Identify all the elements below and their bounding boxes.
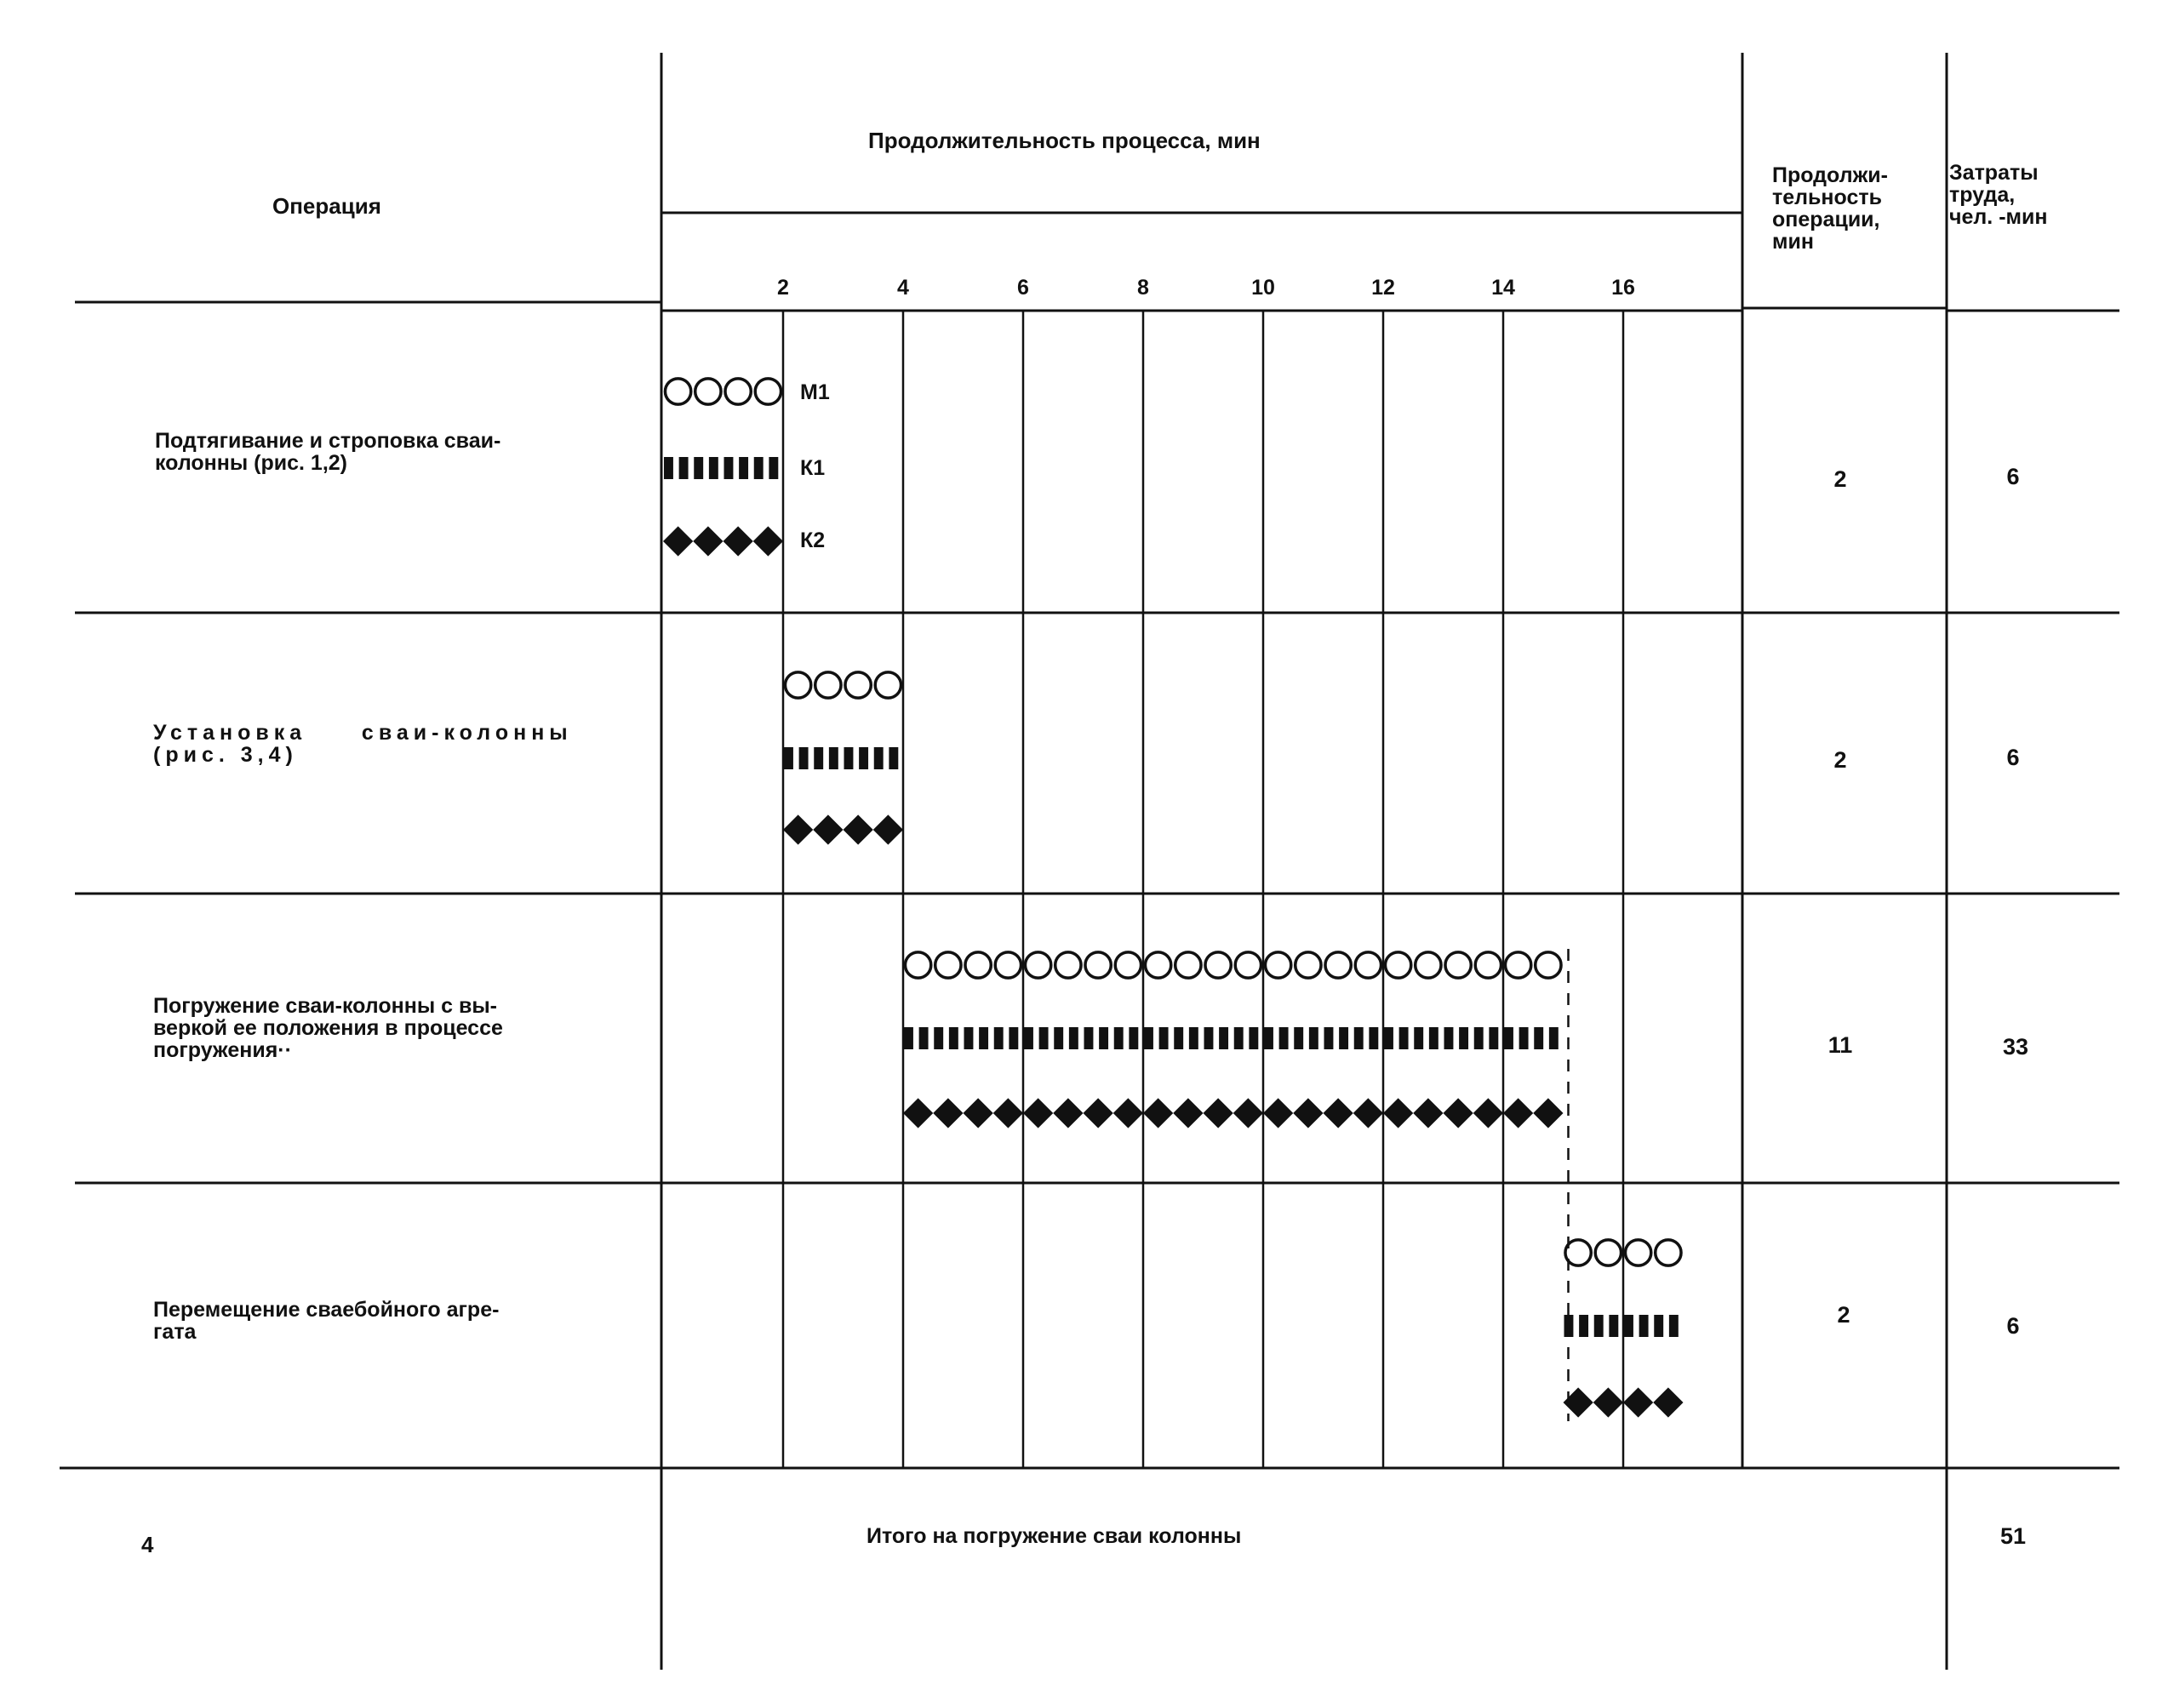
operation-label-1: Подтягивание и строповка сваи- колонны (рис. 1,2)	[155, 429, 501, 475]
mark-К1-row2-1	[799, 747, 809, 769]
mark-К1-row3-30	[1354, 1027, 1364, 1049]
mark-М1-row4-2	[1625, 1240, 1650, 1265]
mark-К1-row3-39	[1489, 1027, 1498, 1049]
mark-К2-row3-1	[933, 1098, 963, 1128]
mark-М1-row3-4	[1025, 952, 1050, 978]
mark-К1-row3-17	[1159, 1027, 1169, 1049]
mark-К2-row3-6	[1084, 1098, 1113, 1128]
mark-М1-row1-1	[695, 379, 721, 404]
tick-label-16: 16	[1611, 276, 1635, 300]
mark-М1-row3-19	[1475, 952, 1501, 978]
labor-cell-4: 6	[2006, 1313, 2020, 1339]
mark-К1-row3-38	[1474, 1027, 1484, 1049]
mark-К1-row3-11	[1069, 1027, 1078, 1049]
mark-К2-row3-17	[1413, 1098, 1443, 1128]
mark-М1-row3-21	[1536, 952, 1561, 978]
mark-К2-row1-2	[724, 526, 753, 556]
tick-label-2: 2	[777, 276, 789, 300]
mark-К1-row3-21	[1219, 1027, 1228, 1049]
mark-К2-row3-10	[1204, 1098, 1233, 1128]
mark-К1-row4-7	[1669, 1315, 1679, 1337]
mark-К1-row2-7	[889, 747, 898, 769]
mark-К2-row3-4	[1023, 1098, 1053, 1128]
mark-К1-row3-20	[1204, 1027, 1214, 1049]
mark-К1-row3-35	[1429, 1027, 1438, 1049]
mark-К1-row2-4	[844, 747, 854, 769]
mark-К1-row3-19	[1189, 1027, 1198, 1049]
mark-К1-row2-3	[829, 747, 838, 769]
mark-М1-row3-8	[1145, 952, 1170, 978]
mark-К1-row1-5	[739, 457, 748, 479]
mark-К1-row3-40	[1504, 1027, 1513, 1049]
mark-М1-row3-7	[1115, 952, 1141, 978]
mark-К2-row3-21	[1533, 1098, 1563, 1128]
mark-К1-row3-32	[1384, 1027, 1393, 1049]
mark-К2-row3-20	[1503, 1098, 1533, 1128]
tick-label-14: 14	[1491, 276, 1515, 300]
tick-label-12: 12	[1371, 276, 1395, 300]
header-labor: Затраты труда, чел. -мин	[1949, 161, 2048, 229]
mark-М1-row3-18	[1445, 952, 1471, 978]
mark-М1-row2-3	[875, 672, 901, 698]
mark-К1-row1-2	[694, 457, 703, 479]
mark-М1-row2-2	[845, 672, 871, 698]
mark-К2-row3-15	[1353, 1098, 1383, 1128]
mark-К1-row4-6	[1654, 1315, 1663, 1337]
duration-cell-3: 11	[1827, 1032, 1853, 1058]
mark-К2-row2-2	[844, 814, 873, 844]
mark-М1-row3-5	[1055, 952, 1081, 978]
mark-К1-row1-7	[769, 457, 778, 479]
mark-К2-row2-1	[813, 814, 843, 844]
mark-К1-row3-27	[1309, 1027, 1318, 1049]
mark-К1-row1-3	[709, 457, 718, 479]
mark-К1-row2-5	[859, 747, 868, 769]
tick-label-8: 8	[1137, 276, 1149, 300]
duration-cell-4: 2	[1837, 1302, 1850, 1328]
footer-count: 4	[141, 1532, 154, 1557]
worker-label-k2: К2	[800, 528, 826, 552]
mark-М1-row3-3	[995, 952, 1021, 978]
mark-М1-row3-6	[1085, 952, 1111, 978]
mark-К2-row3-5	[1053, 1098, 1083, 1128]
mark-М1-row4-1	[1595, 1240, 1621, 1265]
labor-cell-2: 6	[2006, 745, 2020, 770]
mark-М1-row3-0	[905, 952, 930, 978]
mark-К2-row4-1	[1593, 1387, 1623, 1417]
mark-М1-row2-1	[815, 672, 841, 698]
mark-М1-row3-10	[1205, 952, 1231, 978]
mark-К1-row1-0	[664, 457, 673, 479]
operation-label-4: Перемещение сваебойного агре- гата	[153, 1298, 500, 1344]
mark-К1-row3-3	[949, 1027, 958, 1049]
mark-К1-row3-42	[1534, 1027, 1543, 1049]
mark-К2-row3-2	[964, 1098, 993, 1128]
mark-К1-row1-1	[679, 457, 689, 479]
mark-М1-row2-0	[785, 672, 810, 698]
mark-К1-row3-16	[1144, 1027, 1153, 1049]
mark-М1-row3-14	[1325, 952, 1351, 978]
mark-М1-row3-1	[935, 952, 961, 978]
mark-К2-row3-8	[1143, 1098, 1173, 1128]
mark-К1-row3-29	[1339, 1027, 1348, 1049]
mark-К1-row4-4	[1624, 1315, 1633, 1337]
mark-К1-row4-5	[1639, 1315, 1649, 1337]
mark-К1-row3-41	[1519, 1027, 1529, 1049]
mark-М1-row3-2	[965, 952, 991, 978]
mark-К1-row3-6	[994, 1027, 1004, 1049]
header-process-duration: Продолжительность процесса, мин	[868, 128, 1261, 153]
mark-К1-row3-33	[1399, 1027, 1409, 1049]
mark-М1-row3-13	[1295, 952, 1321, 978]
mark-К1-row3-8	[1024, 1027, 1033, 1049]
operation-label-3: Погружение сваи-колонны с вы- веркой ее положения в процессе погружения··	[153, 994, 503, 1062]
header-operation-duration: Продолжи- тельность операции, мин	[1772, 163, 1888, 254]
mark-К1-row3-36	[1444, 1027, 1454, 1049]
mark-М1-row3-11	[1235, 952, 1261, 978]
labor-cell-1: 6	[2006, 464, 2020, 489]
mark-К1-row3-23	[1249, 1027, 1258, 1049]
footer-total-labor: 51	[1999, 1523, 2027, 1549]
mark-К1-row3-5	[979, 1027, 988, 1049]
worker-label-m1: М1	[800, 380, 830, 404]
mark-М1-row3-16	[1385, 952, 1410, 978]
mark-К2-row3-14	[1324, 1098, 1353, 1128]
mark-К1-row3-14	[1114, 1027, 1124, 1049]
mark-К2-row3-12	[1263, 1098, 1293, 1128]
mark-К1-row1-6	[754, 457, 764, 479]
mark-К2-row3-11	[1233, 1098, 1263, 1128]
mark-К1-row3-4	[964, 1027, 974, 1049]
mark-К1-row3-1	[919, 1027, 929, 1049]
mark-К1-row3-0	[904, 1027, 913, 1049]
mark-К2-row3-16	[1383, 1098, 1413, 1128]
duration-cell-2: 2	[1833, 747, 1847, 773]
mark-К2-row3-19	[1473, 1098, 1503, 1128]
tick-label-4: 4	[897, 276, 909, 300]
mark-К1-row3-12	[1084, 1027, 1094, 1049]
mark-К1-row2-6	[874, 747, 884, 769]
mark-К1-row2-2	[814, 747, 823, 769]
mark-М1-row1-3	[755, 379, 781, 404]
mark-К1-row2-0	[784, 747, 793, 769]
mark-М1-row3-17	[1416, 952, 1441, 978]
mark-К1-row3-43	[1549, 1027, 1559, 1049]
mark-М1-row3-15	[1355, 952, 1381, 978]
mark-К1-row3-10	[1054, 1027, 1063, 1049]
mark-К2-row2-3	[873, 814, 903, 844]
mark-К2-row1-3	[753, 526, 783, 556]
mark-К1-row3-15	[1129, 1027, 1138, 1049]
mark-М1-row1-0	[665, 379, 690, 404]
mark-К1-row3-7	[1009, 1027, 1018, 1049]
mark-К2-row3-7	[1113, 1098, 1143, 1128]
mark-К1-row3-24	[1264, 1027, 1273, 1049]
tick-label-6: 6	[1017, 276, 1029, 300]
header-operation: Операция	[272, 193, 381, 219]
mark-К1-row4-2	[1594, 1315, 1604, 1337]
mark-К1-row3-2	[934, 1027, 943, 1049]
mark-М1-row1-2	[725, 379, 751, 404]
mark-К1-row3-26	[1294, 1027, 1303, 1049]
mark-К2-row1-0	[663, 526, 693, 556]
worker-label-k1: К1	[800, 456, 826, 480]
mark-К2-row3-0	[903, 1098, 933, 1128]
mark-К2-row4-3	[1653, 1387, 1683, 1417]
mark-К1-row3-13	[1099, 1027, 1108, 1049]
mark-К2-row3-18	[1444, 1098, 1473, 1128]
mark-К1-row3-25	[1279, 1027, 1289, 1049]
mark-К2-row3-3	[993, 1098, 1023, 1128]
mark-К1-row3-9	[1039, 1027, 1049, 1049]
mark-К1-row3-34	[1414, 1027, 1423, 1049]
mark-К1-row3-31	[1369, 1027, 1378, 1049]
mark-К1-row3-22	[1234, 1027, 1244, 1049]
mark-М1-row3-12	[1265, 952, 1290, 978]
mark-К1-row3-37	[1459, 1027, 1468, 1049]
mark-К2-row4-2	[1623, 1387, 1653, 1417]
mark-К1-row3-28	[1324, 1027, 1334, 1049]
tick-label-10: 10	[1251, 276, 1275, 300]
mark-К1-row1-4	[724, 457, 734, 479]
operation-label-2: Установка сваи-колонны (рис. 3,4)	[153, 721, 573, 767]
duration-cell-1: 2	[1833, 466, 1847, 492]
mark-К1-row4-1	[1579, 1315, 1588, 1337]
labor-cell-3: 33	[2002, 1034, 2029, 1060]
mark-К1-row3-18	[1174, 1027, 1183, 1049]
mark-М1-row4-3	[1656, 1240, 1681, 1265]
mark-М1-row3-20	[1505, 952, 1530, 978]
mark-К2-row1-1	[693, 526, 723, 556]
mark-К2-row2-0	[783, 814, 813, 844]
mark-М1-row3-9	[1175, 952, 1201, 978]
mark-К2-row3-9	[1173, 1098, 1203, 1128]
mark-К1-row4-3	[1609, 1315, 1618, 1337]
mark-К2-row3-13	[1293, 1098, 1323, 1128]
footer-total-label: Итого на погружение сваи колонны	[867, 1524, 1242, 1548]
